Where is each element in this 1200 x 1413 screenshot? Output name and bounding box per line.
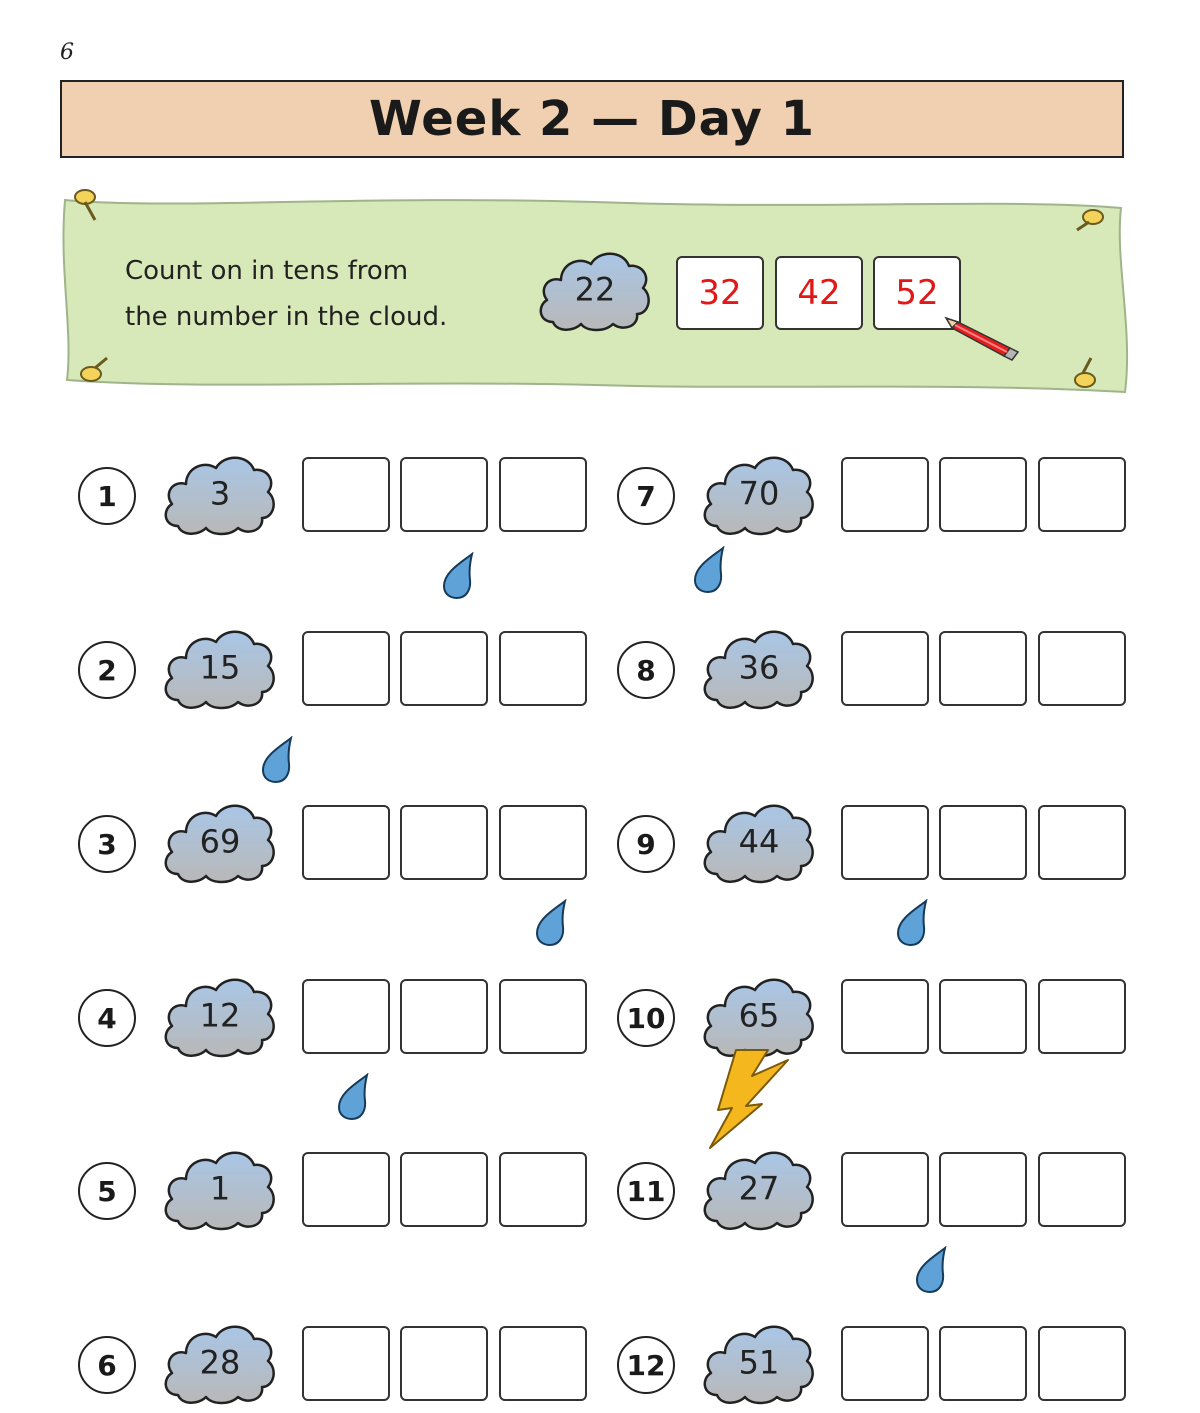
- cloud-value: 51: [738, 1343, 780, 1382]
- answer-box[interactable]: [841, 805, 929, 880]
- question-row: [78, 454, 598, 544]
- question-number: 3: [78, 815, 136, 873]
- answer-box[interactable]: [302, 979, 390, 1054]
- question-cloud: [160, 1141, 280, 1233]
- answer-box[interactable]: [1038, 457, 1126, 532]
- question-cloud: [699, 1141, 819, 1233]
- question-row: [78, 1149, 598, 1239]
- cloud-value: 15: [199, 648, 241, 687]
- answer-box[interactable]: [841, 631, 929, 706]
- question-cloud: [160, 446, 280, 538]
- question-cloud: [160, 1315, 280, 1407]
- raindrop-icon: [259, 736, 295, 784]
- question-number: 1: [78, 467, 136, 525]
- page-number: 6: [60, 40, 74, 65]
- answer-box[interactable]: [499, 457, 587, 532]
- question-cloud: [160, 794, 280, 886]
- answer-box[interactable]: [939, 1152, 1027, 1227]
- question-number: 12: [617, 1336, 675, 1394]
- answer-box[interactable]: [302, 805, 390, 880]
- instruction-line: Count on in tens from: [125, 256, 409, 286]
- answer-box[interactable]: [499, 979, 587, 1054]
- answer-box[interactable]: [400, 1326, 488, 1401]
- question-number: 10: [617, 989, 675, 1047]
- answer-box[interactable]: [499, 1326, 587, 1401]
- question-row: [617, 1323, 1137, 1413]
- answer-box[interactable]: [499, 1152, 587, 1227]
- cloud-value: 69: [199, 822, 241, 861]
- question-cloud: [699, 620, 819, 712]
- answer-box[interactable]: [1038, 979, 1126, 1054]
- question-cloud: [699, 794, 819, 886]
- answer-box[interactable]: [400, 805, 488, 880]
- question-row: [78, 1323, 598, 1413]
- answer-box[interactable]: [302, 1152, 390, 1227]
- answer-box[interactable]: [939, 1326, 1027, 1401]
- question-row: [78, 802, 598, 892]
- question-number: 7: [617, 467, 675, 525]
- lightning-bolt-icon: [706, 1046, 792, 1150]
- question-number: 2: [78, 641, 136, 699]
- example-answer-box: 42: [775, 256, 863, 330]
- cloud-value: 12: [199, 996, 241, 1035]
- answer-box[interactable]: [400, 1152, 488, 1227]
- answer-box[interactable]: [1038, 1152, 1126, 1227]
- answer-box[interactable]: [400, 631, 488, 706]
- answer-box[interactable]: [939, 457, 1027, 532]
- example-answer-box: 52: [873, 256, 961, 330]
- example-answer-box: 32: [676, 256, 764, 330]
- question-row: [617, 1149, 1137, 1239]
- cloud-value: 3: [209, 474, 231, 513]
- question-number: 6: [78, 1336, 136, 1394]
- cloud-value: 36: [738, 648, 780, 687]
- answer-box[interactable]: [841, 979, 929, 1054]
- raindrop-icon: [913, 1246, 949, 1294]
- cloud-value: 27: [738, 1169, 780, 1208]
- page-title: Week 2 — Day 1: [369, 91, 815, 147]
- raindrop-icon: [533, 899, 569, 947]
- answer-box[interactable]: [841, 457, 929, 532]
- example-cloud: [535, 242, 655, 334]
- question-row: [617, 976, 1137, 1066]
- cloud-value: 28: [199, 1343, 241, 1382]
- answer-box[interactable]: [841, 1152, 929, 1227]
- title-bar: [60, 80, 1124, 158]
- answer-box[interactable]: [841, 1326, 929, 1401]
- answer-box[interactable]: [302, 631, 390, 706]
- answer-box[interactable]: [499, 805, 587, 880]
- answer-box[interactable]: [302, 457, 390, 532]
- answer-box[interactable]: [1038, 631, 1126, 706]
- question-row: [617, 802, 1137, 892]
- raindrop-icon: [691, 546, 727, 594]
- answer-box[interactable]: [400, 979, 488, 1054]
- raindrop-icon: [440, 552, 476, 600]
- answer-box[interactable]: [302, 1326, 390, 1401]
- raindrop-icon: [894, 899, 930, 947]
- question-number: 11: [617, 1162, 675, 1220]
- answer-box[interactable]: [939, 979, 1027, 1054]
- cloud-value: 1: [209, 1169, 231, 1208]
- answer-box[interactable]: [499, 631, 587, 706]
- instruction-line: the number in the cloud.: [125, 302, 448, 332]
- instruction-text: [125, 248, 505, 340]
- question-cloud: [160, 968, 280, 1060]
- question-number: 8: [617, 641, 675, 699]
- pencil-icon: [940, 308, 1024, 364]
- question-cloud: [160, 620, 280, 712]
- answer-box[interactable]: [939, 631, 1027, 706]
- question-number: 9: [617, 815, 675, 873]
- question-row: [617, 628, 1137, 718]
- answer-box[interactable]: [1038, 1326, 1126, 1401]
- question-cloud: [699, 1315, 819, 1407]
- cloud-value: 70: [738, 474, 780, 513]
- answer-box[interactable]: [400, 457, 488, 532]
- question-row: [78, 976, 598, 1066]
- question-number: 4: [78, 989, 136, 1047]
- answer-box[interactable]: [1038, 805, 1126, 880]
- cloud-value: 44: [738, 822, 780, 861]
- question-number: 5: [78, 1162, 136, 1220]
- example-cloud-value: 22: [574, 270, 616, 309]
- question-cloud: [699, 446, 819, 538]
- answer-box[interactable]: [939, 805, 1027, 880]
- cloud-value: 65: [738, 996, 780, 1035]
- raindrop-icon: [335, 1073, 371, 1121]
- question-row: [617, 454, 1137, 544]
- question-row: [78, 628, 598, 718]
